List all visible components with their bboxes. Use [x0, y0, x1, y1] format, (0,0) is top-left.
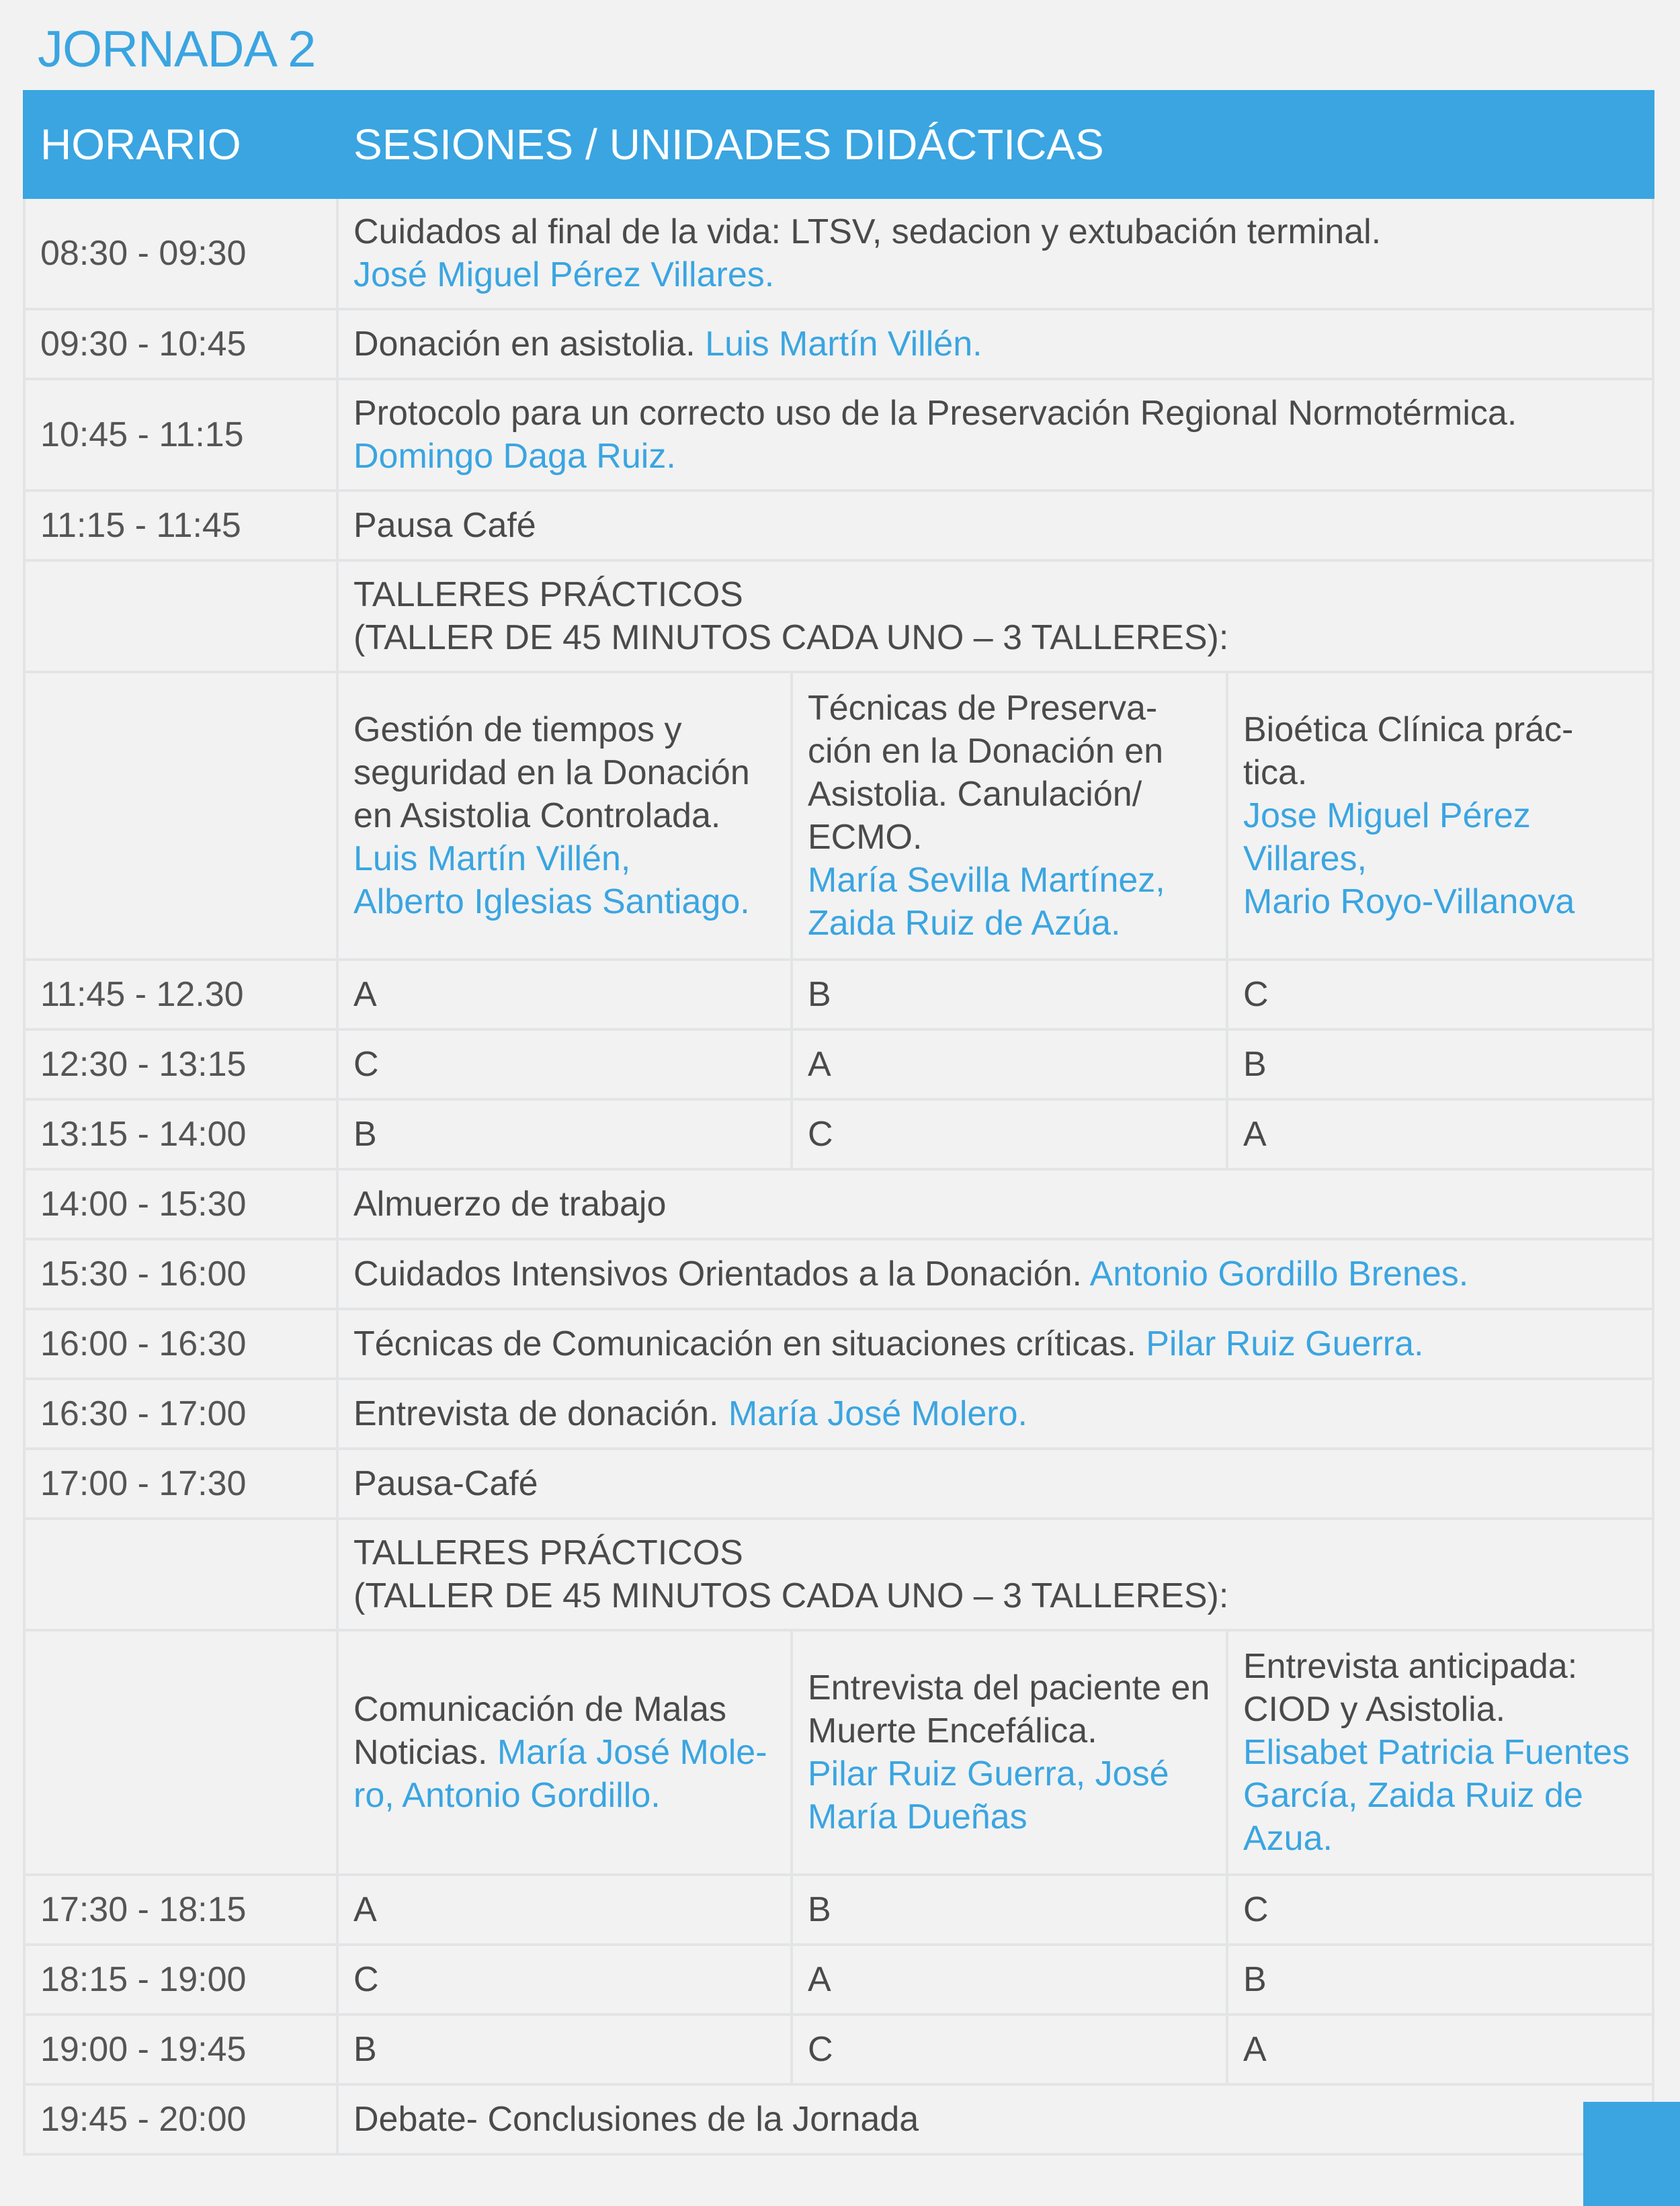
slot-value: C: [792, 1099, 1227, 1169]
workshop-description: Gestión de tiempos y seguridad en la Donación en Asistolia Controlada.: [353, 710, 750, 835]
schedule-table: [23, 90, 1654, 2156]
table-row: [24, 1875, 1653, 1945]
slot-value: C: [1227, 1875, 1653, 1945]
row-session: Debate- Conclusiones de la Jornada: [337, 2084, 1653, 2154]
empty-time-cell: [24, 560, 337, 672]
workshop-title: TALLERES PRÁCTICOS: [353, 1533, 743, 1572]
speaker-name: Antonio Gordillo Brenes.: [1089, 1255, 1469, 1293]
slot-value: B: [792, 960, 1227, 1029]
workshop-description: Entrevista del paciente en Muerte Encefálica.: [808, 1668, 1210, 1750]
workshop-list-row: [24, 672, 1653, 960]
speaker-name: Pilar Ruiz Guerra, José María Dueñas: [808, 1754, 1169, 1836]
workshop-a: [337, 672, 792, 960]
workshop-description: Técnicas de Preserva-ción en la Donación en Asistolia. Canulación/ ECMO.: [808, 689, 1164, 857]
session-text: Donación en asistolia.: [353, 325, 696, 364]
workshop-list-row: [24, 1630, 1653, 1875]
slot-value: B: [1227, 1945, 1653, 2014]
row-session: [337, 1239, 1653, 1309]
workshop-b: [792, 1630, 1227, 1875]
slot-value: A: [1227, 2014, 1653, 2084]
workshop-description: Entrevista anticipada: CIOD y Asistolia.: [1243, 1647, 1578, 1729]
page-title: JORNADA 2: [38, 21, 316, 78]
workshop-description: Comunicación de Malas Noticias.: [353, 1690, 726, 1772]
slot-value: B: [337, 2014, 792, 2084]
speaker-name: María José Mole-ro, Antonio Gordillo.: [353, 1733, 767, 1815]
speaker-name: Domingo Daga Ruiz.: [353, 437, 676, 476]
table-row: [24, 198, 1653, 309]
row-time: 16:00 - 16:30: [24, 1309, 337, 1379]
table-header-row: [24, 91, 1653, 198]
row-time: 13:15 - 14:00: [24, 1099, 337, 1169]
slot-value: A: [337, 960, 792, 1029]
header-sessions: SESIONES / UNIDADES DIDÁCTICAS: [337, 91, 1653, 198]
row-time: 19:00 - 19:45: [24, 2014, 337, 2084]
row-session: [337, 309, 1653, 379]
speaker-name: Mario Royo-Villanova: [1243, 882, 1575, 921]
workshop-subtitle: (TALLER DE 45 MINUTOS CADA UNO – 3 TALLERES):: [353, 618, 1229, 657]
table-row: [24, 1239, 1653, 1309]
row-session: Pausa-Café: [337, 1449, 1653, 1519]
slot-value: C: [337, 1945, 792, 2014]
session-text: Cuidados al final de la vida: LTSV, sedacion y extubación terminal.: [353, 212, 1382, 251]
empty-time-cell: [24, 1519, 337, 1630]
slot-value: B: [1227, 1029, 1653, 1099]
row-session: Pausa Café: [337, 491, 1653, 560]
row-session: [337, 1379, 1653, 1449]
table-row: [24, 1169, 1653, 1239]
speaker-name: Luis Martín Villén,: [353, 839, 631, 878]
session-text: Cuidados Intensivos Orientados a la Donación.: [353, 1255, 1082, 1293]
workshop-description: Bioética Clínica prác-tica.: [1243, 710, 1574, 792]
speaker-name: Elisabet Patricia Fuentes García, Zaida Ruiz de Azua.: [1243, 1733, 1630, 1858]
workshop-b: [792, 672, 1227, 960]
row-session: [337, 1309, 1653, 1379]
speaker-name: Luis Martín Villén.: [705, 325, 982, 364]
speaker-name: Zaida Ruiz de Azúa.: [808, 904, 1121, 943]
table-row: [24, 1945, 1653, 2014]
workshop-title: TALLERES PRÁCTICOS: [353, 575, 743, 614]
row-time: 15:30 - 16:00: [24, 1239, 337, 1309]
row-time: 08:30 - 09:30: [24, 198, 337, 309]
speaker-name: Jose Miguel Pérez Villares,: [1243, 796, 1531, 878]
slot-value: A: [1227, 1099, 1653, 1169]
workshop-c: [1227, 1630, 1653, 1875]
row-session: [337, 379, 1653, 491]
slot-value: A: [792, 1029, 1227, 1099]
slot-value: B: [792, 1875, 1227, 1945]
workshop-heading-row: [24, 1519, 1653, 1630]
table-row: [24, 2014, 1653, 2084]
header-time: HORARIO: [24, 91, 337, 198]
table-row: [24, 2084, 1653, 2154]
slot-value: C: [1227, 960, 1653, 1029]
row-time: 18:15 - 19:00: [24, 1945, 337, 2014]
slot-value: A: [337, 1875, 792, 1945]
row-time: 11:15 - 11:45: [24, 491, 337, 560]
slot-value: C: [337, 1029, 792, 1099]
workshop-heading: [337, 560, 1653, 672]
table-row: [24, 379, 1653, 491]
row-time: 14:00 - 15:30: [24, 1169, 337, 1239]
table-row: [24, 960, 1653, 1029]
row-time: 10:45 - 11:15: [24, 379, 337, 491]
corner-accent-block: [1583, 2102, 1680, 2206]
row-time: 16:30 - 17:00: [24, 1379, 337, 1449]
row-time: 19:45 - 20:00: [24, 2084, 337, 2154]
workshop-c: [1227, 672, 1653, 960]
speaker-name: María José Molero.: [728, 1394, 1027, 1433]
table-row: [24, 1099, 1653, 1169]
speaker-name: José Miguel Pérez Villares.: [353, 255, 775, 294]
table-row: [24, 1379, 1653, 1449]
table-row: [24, 491, 1653, 560]
session-text: Entrevista de donación.: [353, 1394, 719, 1433]
workshop-heading: [337, 1519, 1653, 1630]
row-session: Almuerzo de trabajo: [337, 1169, 1653, 1239]
table-row: [24, 1449, 1653, 1519]
row-time: 17:30 - 18:15: [24, 1875, 337, 1945]
row-time: 09:30 - 10:45: [24, 309, 337, 379]
session-text: Protocolo para un correcto uso de la Preservación Regional Normotérmica.: [353, 394, 1517, 433]
slot-value: B: [337, 1099, 792, 1169]
row-session: [337, 198, 1653, 309]
workshop-heading-row: [24, 560, 1653, 672]
workshop-subtitle: (TALLER DE 45 MINUTOS CADA UNO – 3 TALLERES):: [353, 1576, 1229, 1615]
workshop-a: [337, 1630, 792, 1875]
speaker-name: Alberto Iglesias Santiago.: [353, 882, 750, 921]
speaker-name: María Sevilla Martínez,: [808, 861, 1165, 900]
row-time: 17:00 - 17:30: [24, 1449, 337, 1519]
slot-value: C: [792, 2014, 1227, 2084]
table-row: [24, 309, 1653, 379]
row-time: 12:30 - 13:15: [24, 1029, 337, 1099]
empty-time-cell: [24, 1630, 337, 1875]
empty-time-cell: [24, 672, 337, 960]
speaker-name: Pilar Ruiz Guerra.: [1146, 1324, 1424, 1363]
row-time: 11:45 - 12.30: [24, 960, 337, 1029]
table-row: [24, 1309, 1653, 1379]
slot-value: A: [792, 1945, 1227, 2014]
session-text: Técnicas de Comunicación en situaciones críticas.: [353, 1324, 1136, 1363]
table-row: [24, 1029, 1653, 1099]
